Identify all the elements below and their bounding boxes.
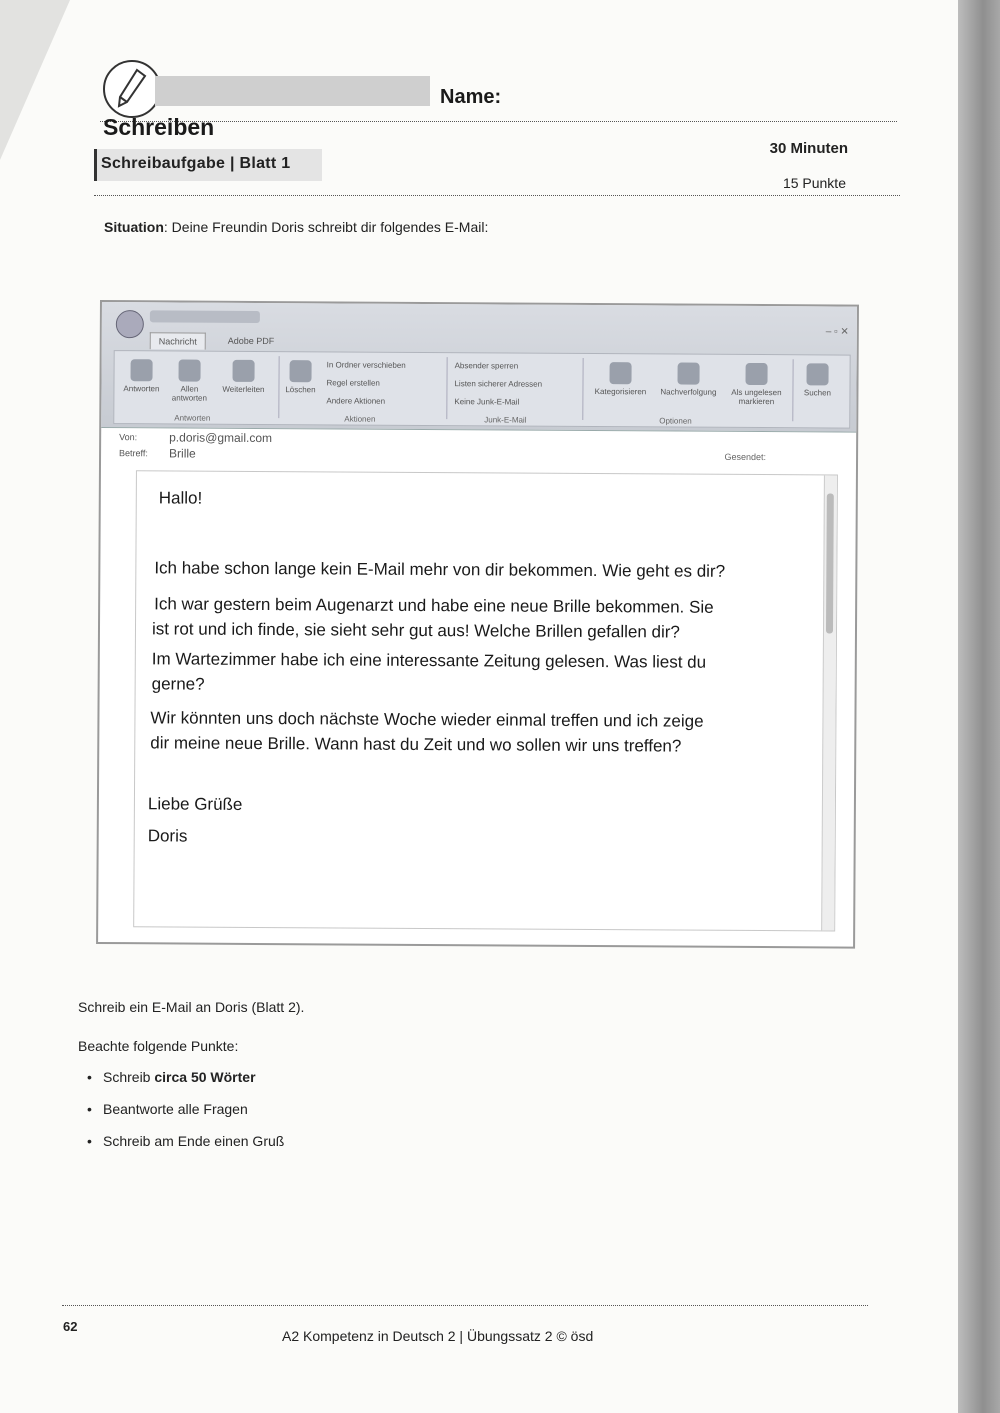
pen-icon [103,60,161,118]
page-number: 62 [63,1319,78,1334]
tab-adobe-pdf[interactable]: Adobe PDF [227,335,275,347]
delete-button[interactable]: Löschen [282,360,318,394]
ribbon-separator [792,359,793,421]
email-line: Wir könnten uns doch nächste Woche wieder einmal treffen und ich zeige [150,708,704,731]
email-ribbon [101,302,857,433]
sent-label: Gesendet: [724,451,767,463]
group-label-optionen: Optionen [659,416,692,426]
email-line: Im Wartezimmer habe ich eine interessante Zeitung gelesen. Was liest du [151,649,707,672]
forward-icon [233,360,255,382]
from-label: Von: [119,432,138,443]
categorize-button[interactable]: Kategorisieren [588,362,652,396]
flag-icon [677,363,699,385]
header-bar [155,76,430,106]
not-junk-button[interactable]: Keine Junk-E-Mail [454,397,520,407]
time-label: 30 Minuten [769,140,848,157]
email-body[interactable] [133,470,838,931]
ribbon-separator [582,358,583,420]
ribbon-separator [278,356,279,418]
points-label: 15 Punkte [782,175,846,191]
other-actions-button[interactable]: Andere Aktionen [326,396,386,406]
email-line: dir meine neue Brille. Wann hast du Zeit und wo sollen wir uns treffen? [150,733,682,756]
window-controls[interactable]: – ▫ ✕ [825,326,849,338]
task-instruction: Schreib ein E-Mail an Doris (Blatt 2). [78,999,305,1015]
email-signature: Doris [147,826,188,846]
group-label-antworten: Antworten [174,413,211,423]
mark-unread-button[interactable]: Als ungelesen markieren [724,363,788,406]
tab-nachricht[interactable]: Nachricht [150,332,206,349]
binoculars-icon [806,363,828,385]
subject-label: Betreff: [119,448,148,459]
safe-lists-button[interactable]: Listen sicherer Adressen [454,379,543,389]
reply-all-icon [179,359,201,381]
move-to-folder-button[interactable]: In Ordner verschieben [326,360,406,370]
situation-description: : Deine Freundin Doris schreibt dir folgendes E-Mail: [163,219,489,235]
situation-text [104,219,488,235]
page-corner [0,0,70,160]
office-button[interactable] [116,310,144,338]
footer-text: A2 Kompetenz in Deutsch 2 | Übungssatz 2 © ösd [282,1328,594,1344]
scrollbar[interactable] [821,475,837,930]
from-value: p.doris@gmail.com [169,430,273,446]
list-item: • Beantworte alle Fragen [87,1101,248,1117]
subject-value: Brille [169,446,196,461]
email-line: gerne? [151,674,205,694]
task-label: Schreibaufgabe | Blatt 1 [101,155,291,172]
name-label: Name: [440,86,502,108]
reply-icon [131,359,153,381]
section-title: Schreiben [103,114,215,140]
email-closing: Liebe Grüße [147,794,243,814]
footer-divider [62,1305,868,1306]
email-window [96,300,859,949]
email-greeting: Hallo! [158,488,203,508]
points-intro: Beachte folgende Punkte: [78,1038,239,1054]
envelope-icon [745,363,767,385]
email-line: Ich war gestern beim Augenarzt und habe eine neue Brille bekommen. Sie [154,594,714,617]
reply-all-button[interactable]: Allen antworten [168,359,210,402]
block-sender-button[interactable]: Absender sperren [454,361,519,371]
ribbon-body [113,350,850,429]
forward-button[interactable]: Weiterleiten [214,360,272,394]
page-edge-shadow [958,0,1000,1413]
email-line: ist rot und ich finde, sie sieht sehr gut aus! Welche Brillen gefallen dir? [151,619,680,642]
group-label-aktionen: Aktionen [344,414,376,424]
header-divider [100,121,897,122]
group-label-junk: Junk-E-Mail [484,415,527,425]
categorize-icon [609,362,631,384]
find-button[interactable]: Suchen [796,363,838,397]
list-item: • Schreib circa 50 Wörter [87,1069,256,1085]
ribbon-separator [446,357,447,419]
situation-label: Situation [104,219,164,235]
follow-up-button[interactable]: Nachverfolgung [656,362,720,396]
delete-icon [290,360,312,382]
create-rule-button[interactable]: Regel erstellen [326,378,380,388]
email-line: Ich habe schon lange kein E-Mail mehr von dir bekommen. Wie geht es dir? [154,558,726,581]
quick-access-toolbar[interactable] [150,310,260,323]
scrollbar-thumb[interactable] [826,493,834,633]
list-item: • Schreib am Ende einen Gruß [87,1133,285,1149]
task-divider [94,195,900,196]
reply-button[interactable]: Antworten [120,359,162,393]
